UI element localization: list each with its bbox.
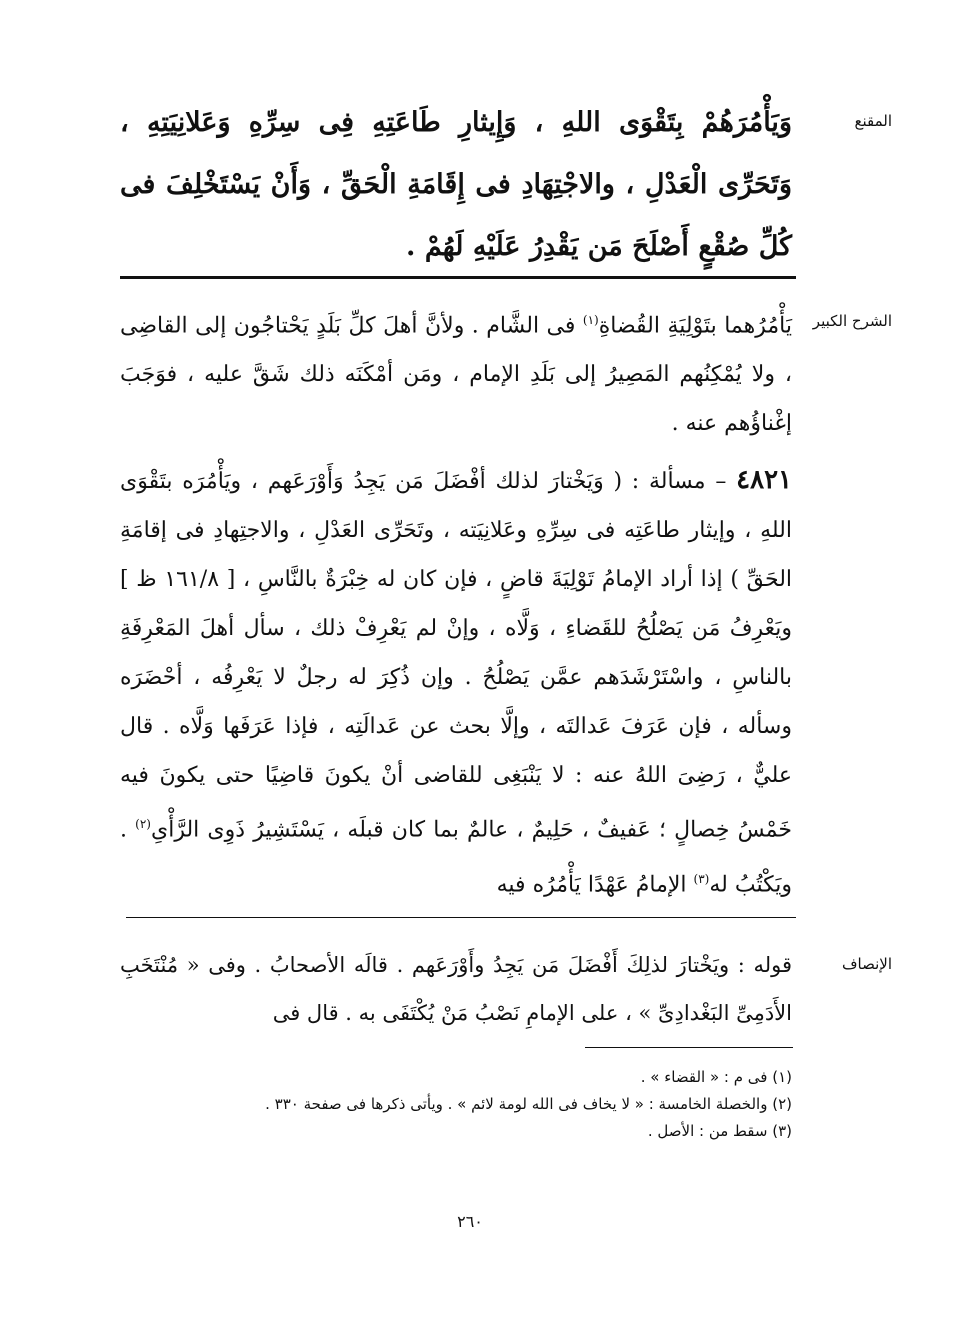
sharh-paragraph-1 [120, 296, 792, 448]
section-divider-thick [120, 276, 796, 279]
sharh-p1-text: يَأْمُرُهما بتَوْلِيَةِ القُضاةِ [598, 313, 792, 339]
sharh-body [120, 296, 792, 917]
insaf-text: قوله : ويَخْتارَ لذلِكَ أَفْضَلَ مَن يَجِدُ وأَوْرَعَهم . قالَه الأصحابُ . وفى « مُنْتَخَبِ الأَدَمِىِّ البَغْدادِىِّ » ، على الإمامِ نَصْبُ مَنْ يُكْتَفَى به . قال فى [120, 953, 792, 1025]
footnote-1: (١) فى م : « القضاء » . [640, 1068, 792, 1086]
footnote-3: (٣) سقط من : الأصل . [647, 1122, 792, 1140]
sharh-p1-rest: فى الشَّام . ولأنَّ أهلَ كلِّ بَلَدٍ يَحْتاجُون إلى القاضِى ، ولا يُمْكِنُهم المَصِيرُ إلى بَلَدِ الإمام ، ومَن أمْكَنَه ذلك شَقَّ عليه ، فوَجَبَ إغْناؤُهم عنه . [120, 313, 792, 437]
sharh-p2-text: – مسألة : ( وَيَخْتارَ لذلك أفْضَلَ مَن يَجِدُ وَأَوْرَعَهم ، ويَأْمُرَه بتَقْوَى اللهِ ، وإيثار طاعَتِه فى سِرِّهِ وعَلانِيَته ، وتَحَرِّى العَدْلِ ، والاجتِهادِ فى إقامَةِ الحَقِّ ) إذا أراد الإمامُ تَوْلِيَةَ قاضٍ ، فإن كان له خِبْرَةٌ بالنَّاسِ ، [ ١٦١/٨ ظ ] ويَعْرِفُ مَن يَصْلُحُ للقَضاءِ ، وَلَّاه ، وإنْ لم يَعْرِفْ ذلك ، سأل أهلَ المَعْرِفَةِ بالناسِ ، واسْتَرْشَدَهم عمَّن يَصْلُحُ . وإن ذُكِرَ له رجلٌ لا يَعْرِفُه ، أحْضَرَه وسأله ، فإن عَرَفَ عَدالتَه ، وإلَّا بحث عن عَدالَتِه ، فإذا عَرَفَها وَلَّاه . قال عليٌّ ، رَضِىَ اللهُ عنه : لا يَنْبَغِى للقاضى أنْ يكونَ قاضِيًا حتى يكونَ فيه خَمْسُ خِصالٍ ؛ عَفيفٌ ، حَلِيمٌ ، عالمٌ بما كان قبلَه ، يَسْتَشِيرُ ذَوِى الرَّأْىِ [120, 469, 793, 843]
matn-text: وَيَأْمُرَهُمْ بِتَقْوَى اللهِ ، وَإِيثارِ طَاعَتِهِ فِى سِرِّهِ وَعَلانِيَتِهِ ، وَتَحَرِّى الْعَدْلِ ، والاجْتِهَادِ فى إِقَامَةِ الْحَقِّ ، وَأَنْ يَسْتَخْلِفَ فى كُلِّ صُقْعٍ أَصْلَحَ مَن يَقْدِرُ عَلَيْهِ لَهُمْ . [120, 107, 792, 262]
footnotes [200, 1064, 792, 1145]
sharh-paragraph-2 [120, 456, 792, 909]
section-label-muqni: المقنع [854, 112, 892, 130]
footnote-ref-3: (٣) [693, 871, 710, 886]
page-number: ٢٦٠ [457, 1212, 483, 1231]
sharh-p2-end: الإمامُ عَهْدًا يَأْمُرُه فيه [496, 871, 694, 897]
section-label-insaf: الإنصاف [841, 955, 892, 973]
sharh-p2-middle: . ويَكْتُبُ له [120, 817, 792, 897]
footnote-separator [585, 1047, 793, 1048]
section-divider-thin [126, 917, 796, 918]
section-label-sharh: الشرح الكبير [812, 312, 892, 330]
footnote-2: (٢) والخصلة الخامسة : « لا يخاف فى الله لومة لائم » . ويأتى ذكرها فى صفحة ٣٣٠ . [265, 1095, 792, 1113]
footnote-ref-1: (١) [582, 313, 599, 327]
footnote-ref-2: (٢) [135, 817, 151, 832]
masala-number: ٤٨٢١ [736, 465, 792, 496]
